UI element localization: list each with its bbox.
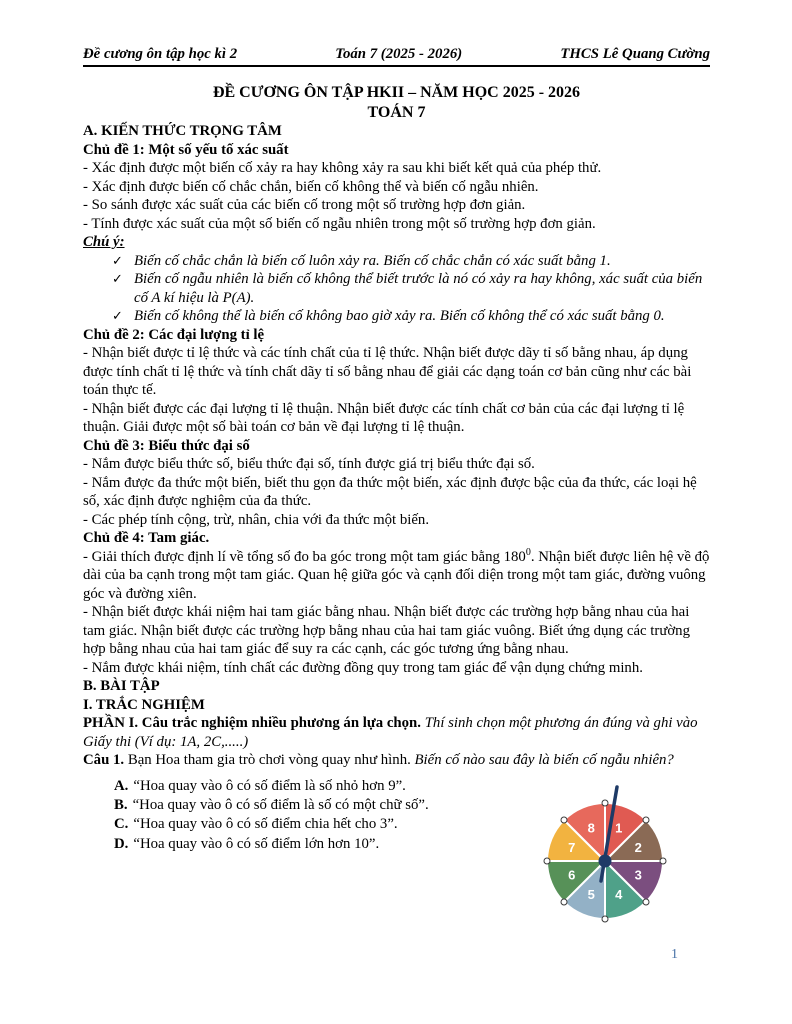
option-d-text: “Hoa quay vào ô có số điểm lớn hơn 10”. xyxy=(133,835,380,852)
option-b-letter: B. xyxy=(114,796,128,813)
option-d-letter: D. xyxy=(114,835,129,852)
wheel-label-2: 2 xyxy=(634,840,642,855)
note-item xyxy=(83,270,710,307)
wheel-label-7: 7 xyxy=(568,840,576,855)
note-text: Biến cố không thể là biến cố không bao giờ xảy ra. Biến cố không thể có xác suất bằng 0. xyxy=(134,308,665,324)
topic1-item: - Xác định được biến cố chắc chắn, biến cố không thể và biến cố ngẫu nhiên. xyxy=(83,178,539,195)
degree-superscript: 0 xyxy=(525,546,531,558)
topic3-heading: Chủ đề 3: Biểu thức đại số xyxy=(83,437,250,454)
question-1-text: Bạn Hoa tham gia trò chơi vòng quay như hình. xyxy=(127,752,411,768)
note-heading: Chú ý: xyxy=(83,234,125,250)
topic4-paragraph xyxy=(83,548,710,604)
option-b-text: “Hoa quay vào ô có số điểm là số có một chữ số”. xyxy=(132,796,429,813)
question-1-stem xyxy=(83,751,710,770)
topic2-item: - Nhận biết được tỉ lệ thức và các tính chất của tỉ lệ thức. Nhận biết được dãy tỉ số bằng nhau, áp dụng được tính chất tỉ lệ thức và tính chất dãy tỉ số bằng nhau để giải các dạng toán cơ bản cũng như các bài toán thực tế. xyxy=(83,345,692,398)
option-c-letter: C. xyxy=(114,816,129,833)
document-subtitle: TOÁN 7 xyxy=(367,103,426,121)
topic1-item: - Tính được xác suất của một số biến cố ngẫu nhiên trong một số trường hợp đơn giản. xyxy=(83,215,596,232)
section-b-heading: B. BÀI TẬP xyxy=(83,678,160,694)
topic3-item: - Nắm được đa thức một biến, biết thu gọn đa thức một biến, xác định được bậc của đa thức, các loại hệ số, xác định được nghiệm của đa thức. xyxy=(83,474,697,509)
topic3-item: - Các phép tính cộng, trừ, nhân, chia với đa thức một biến. xyxy=(83,511,430,528)
topic4-p1-text: - Giải thích được định lí về tổng số đo ba góc trong một tam giác bằng 180 xyxy=(83,548,526,565)
checkmark-icon: ✓ xyxy=(112,252,123,268)
topic4-heading: Chủ đề 4: Tam giác. xyxy=(83,530,210,546)
part1-note: Thí sinh chọn một phương án đúng và ghi vào Giấy thi (Ví dụ: 1A, 2C,.....) xyxy=(83,715,698,750)
topic1-heading: Chủ đề 1: Một số yếu tố xác suất xyxy=(83,141,289,158)
wheel-label-5: 5 xyxy=(587,887,595,902)
page-number: 1 xyxy=(671,946,678,962)
note-text: Biến cố chắc chắn là biến cố luôn xảy ra. Biến cố chắc chắn có xác suất bằng 1. xyxy=(134,252,611,269)
note-text: Biến cố ngẫu nhiên là biến cố không thể biết trước là nó có xảy ra hay không, xác suất của biến cố A kí hiệu là P(A). xyxy=(134,271,703,306)
part1-title: PHẦN I. Câu trắc nghiệm nhiều phương án lựa chọn. xyxy=(83,715,421,731)
topic3-item: - Nắm được biểu thức số, biểu thức đại số, tính được giá trị biểu thức đại số. xyxy=(83,456,535,472)
topic2-item: - Nhận biết được các đại lượng tỉ lệ thuận. Nhận biết được các tính chất cơ bản của các đại lượng tỉ lệ thuận. Giải được một số bài toán cơ bản về đại lượng tỉ lệ thuận. xyxy=(83,400,685,435)
header-left: Đề cương ôn tập học kì 2 xyxy=(83,46,238,62)
topic4-p1-rest: . Nhận biết được liên hệ về độ dài của ba cạnh trong một tam giác. Quan hệ giữa góc và cạnh đối diện trong một tam giác, đường vuông góc và đường xiên. xyxy=(83,548,710,602)
header-right: THCS Lê Quang Cường xyxy=(560,46,710,62)
note-item xyxy=(83,252,710,271)
checkmark-icon: ✓ xyxy=(112,271,123,286)
header-center: Toán 7 (2025 - 2026) xyxy=(335,46,463,62)
wheel-label-1: 1 xyxy=(615,820,623,836)
topic1-item: - Xác định được một biến cố xảy ra hay không xảy ra sau khi biết kết quả của phép thử. xyxy=(83,160,602,176)
note-item xyxy=(83,307,710,326)
part1-instructions xyxy=(83,714,710,751)
option-a-letter: A. xyxy=(114,777,129,794)
wheel-label-6: 6 xyxy=(568,867,576,883)
page-header xyxy=(83,46,710,67)
topic4-paragraph: - Nhận biết được khái niệm hai tam giác bằng nhau. Nhận biết được các trường hợp bằng nhau của hai tam giác. Nhận biết được các trường hợp bằng nhau của hai tam giác vuông. Biết ứng dụng các trường hợp bằng nhau của hai tam giác để suy ra các cạnh, các góc tương ứng bằng nhau. xyxy=(83,604,690,657)
section-a-heading: A. KIẾN THỨC TRỌNG TÂM xyxy=(83,123,282,139)
question-1-prompt: Biến cố nào sau đây là biến cố ngẫu nhiên? xyxy=(414,752,674,768)
document-title: ĐỀ CƯƠNG ÔN TẬP HKII – NĂM HỌC 2025 - 2026 xyxy=(212,84,581,101)
topic2-heading: Chủ đề 2: Các đại lượng tỉ lệ xyxy=(83,326,265,343)
wheel-hub xyxy=(599,855,612,868)
option-a-text: “Hoa quay vào ô có số điểm là số nhỏ hơn 9”. xyxy=(133,777,406,794)
multiple-choice-heading: I. TRẮC NGHIỆM xyxy=(83,696,205,713)
topic4-paragraph: - Nắm được khái niệm, tính chất các đường đồng quy trong tam giác để vận dụng chứng minh. xyxy=(83,659,643,676)
spinner-wheel-image xyxy=(543,783,667,923)
wheel-label-3: 3 xyxy=(634,867,642,883)
wheel-label-4: 4 xyxy=(615,887,623,902)
option-c-text: “Hoa quay vào ô có số điểm chia hết cho 3”. xyxy=(133,816,398,833)
wheel-label-8: 8 xyxy=(587,820,595,836)
topic1-item: - So sánh được xác suất của các biến cố trong một số trường hợp đơn giản. xyxy=(83,197,526,213)
question-1-block xyxy=(83,751,710,929)
checkmark-icon: ✓ xyxy=(112,308,123,323)
question-1-label: Câu 1. xyxy=(83,752,125,768)
